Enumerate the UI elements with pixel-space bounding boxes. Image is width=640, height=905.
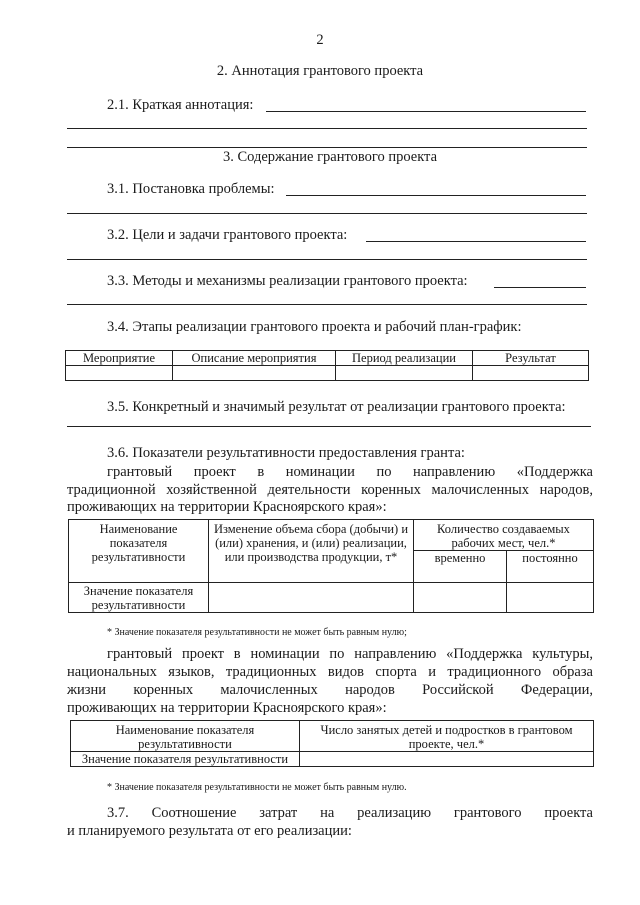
methods-field[interactable] — [494, 287, 586, 288]
t2-row-label: Значение показателя результативности — [71, 752, 300, 767]
nomination-2-line: проживающих на территории Красноярского края»: — [67, 700, 387, 716]
section-2-title: 2. Аннотация грантового проекта — [216, 63, 424, 79]
indicators-label: 3.6. Показатели результативности предоставления гранта: — [107, 445, 465, 461]
problem-field[interactable] — [286, 195, 586, 196]
t2-header-children: Число занятых детей и подростков в грантовом проекте, чел.* — [300, 721, 594, 752]
nomination-2-line: национальных языков, традиционных видов спорта и традиционного образа — [67, 664, 593, 680]
t1-header-permanent: постоянно — [507, 551, 594, 583]
t1-header-change: Изменение объема сбора (добычи) и (или) хранения, и (или) реализации, или производства продукции, т* — [209, 520, 414, 583]
indicators-table-2 — [70, 720, 594, 767]
stages-label: 3.4. Этапы реализации грантового проекта и рабочий план-график: — [107, 319, 522, 335]
nomination-2-line: грантовый проект в номинации по направлению «Поддержка культуры, — [107, 646, 593, 662]
annotation-line[interactable] — [67, 128, 587, 129]
ratio-label-line: 3.7. Соотношение затрат на реализацию грантового проекта — [107, 805, 593, 821]
plan-cell[interactable] — [336, 366, 473, 381]
result-line[interactable] — [67, 426, 591, 427]
nomination-1-line: проживающих на территории Красноярского края»: — [67, 499, 387, 515]
t1-header-jobs: Количество создаваемых рабочих мест, чел.* — [414, 520, 594, 551]
plan-header-result: Результат — [473, 351, 589, 366]
goals-line[interactable] — [67, 259, 587, 260]
problem-line[interactable] — [67, 213, 587, 214]
page-number: 2 — [316, 32, 324, 48]
ratio-label-line: и планируемого результата от его реализации: — [67, 823, 352, 839]
t1-header-name: Наименование показателя результативности — [69, 520, 209, 583]
methods-line[interactable] — [67, 304, 587, 305]
section-3-title: 3. Содержание грантового проекта — [222, 149, 438, 165]
footnote-2: * Значение показателя результативности не может быть равным нулю. — [107, 782, 407, 793]
indicators-table-1 — [68, 519, 594, 613]
nomination-1-line: грантовый проект в номинации по направлению «Поддержка — [107, 464, 593, 480]
plan-table — [65, 350, 589, 381]
brief-annotation-label: 2.1. Краткая аннотация: — [107, 97, 254, 113]
t1-value-change[interactable] — [209, 583, 414, 613]
goals-field[interactable] — [366, 241, 586, 242]
problem-label: 3.1. Постановка проблемы: — [107, 181, 275, 197]
nomination-1-line: традиционной хозяйственной деятельности коренных малочисленных народов, — [67, 482, 593, 498]
plan-header-period: Период реализации — [336, 351, 473, 366]
plan-cell[interactable] — [473, 366, 589, 381]
t1-header-temporary: временно — [414, 551, 507, 583]
t2-header-name: Наименование показателя результативности — [71, 721, 300, 752]
plan-cell[interactable] — [173, 366, 336, 381]
plan-cell[interactable] — [66, 366, 173, 381]
t2-value-children[interactable] — [300, 752, 594, 767]
t1-row-label: Значение показателя результативности — [69, 583, 209, 613]
goals-label: 3.2. Цели и задачи грантового проекта: — [107, 227, 348, 243]
result-label: 3.5. Конкретный и значимый результат от реализации грантового проекта: — [107, 399, 566, 415]
nomination-2-line: жизни коренных малочисленных народов Российской Федерации, — [67, 682, 593, 698]
t1-value-temporary[interactable] — [414, 583, 507, 613]
brief-annotation-field[interactable] — [266, 111, 586, 112]
t1-value-permanent[interactable] — [507, 583, 594, 613]
plan-header-description: Описание мероприятия — [173, 351, 336, 366]
plan-header-event: Мероприятие — [66, 351, 173, 366]
footnote-1: * Значение показателя результативности не может быть равным нулю; — [107, 627, 407, 638]
methods-label: 3.3. Методы и механизмы реализации грантового проекта: — [107, 273, 468, 289]
